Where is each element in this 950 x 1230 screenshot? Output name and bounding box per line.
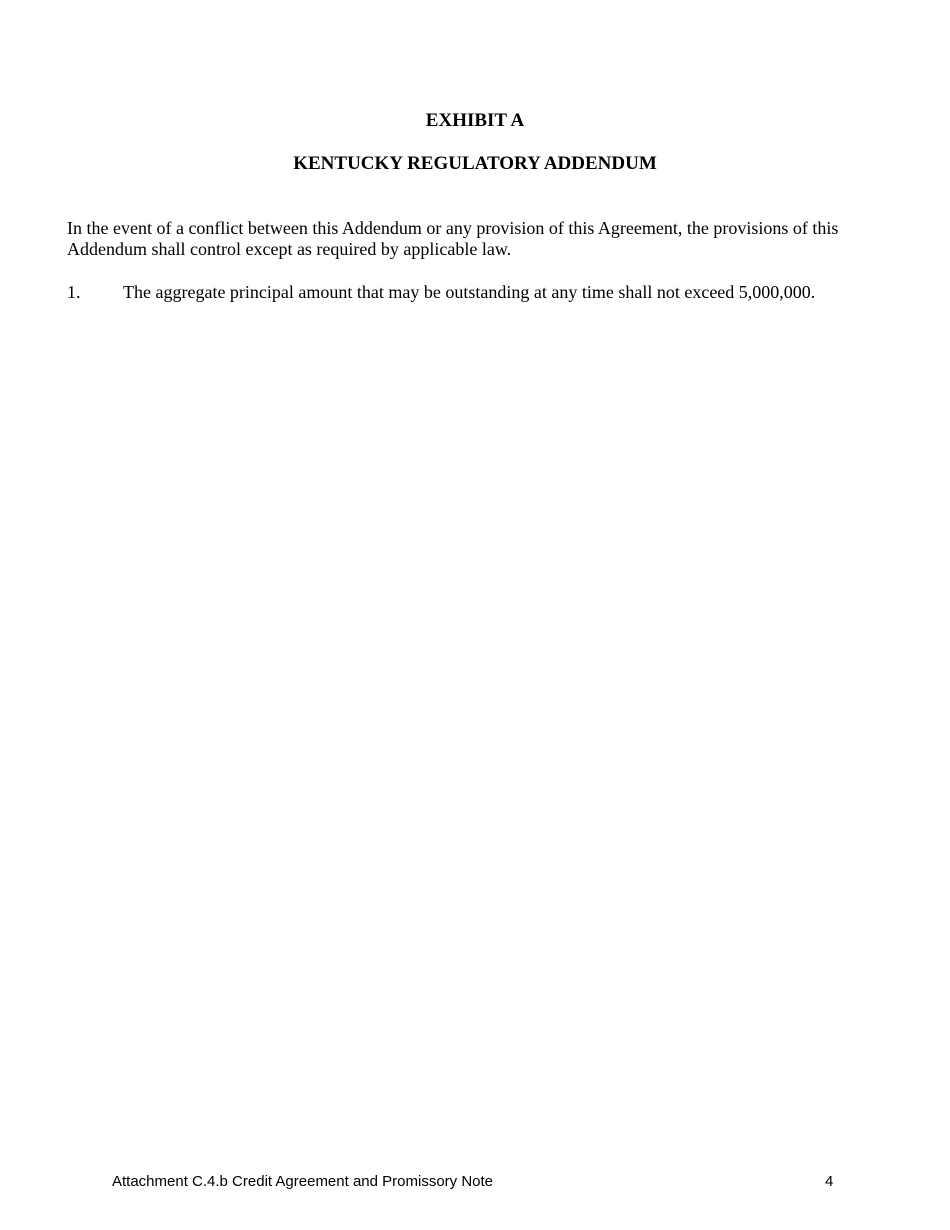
addendum-title: KENTUCKY REGULATORY ADDENDUM xyxy=(293,153,657,174)
page-number: 4 xyxy=(825,1173,834,1190)
item-number: 1. xyxy=(67,282,81,302)
exhibit-heading: EXHIBIT A xyxy=(425,110,525,131)
footer-label: Attachment C.4.b Credit Agreement and Promissory Note xyxy=(112,1173,494,1190)
item-text: The aggregate principal amount that may be outstanding at any time shall not exceed 5,000,000. xyxy=(123,282,816,302)
intro-paragraph: In the event of a conflict between this Addendum or any provision of this Agreement, the provisions of this Addendum shall control except as required by applicable law. xyxy=(67,218,839,259)
